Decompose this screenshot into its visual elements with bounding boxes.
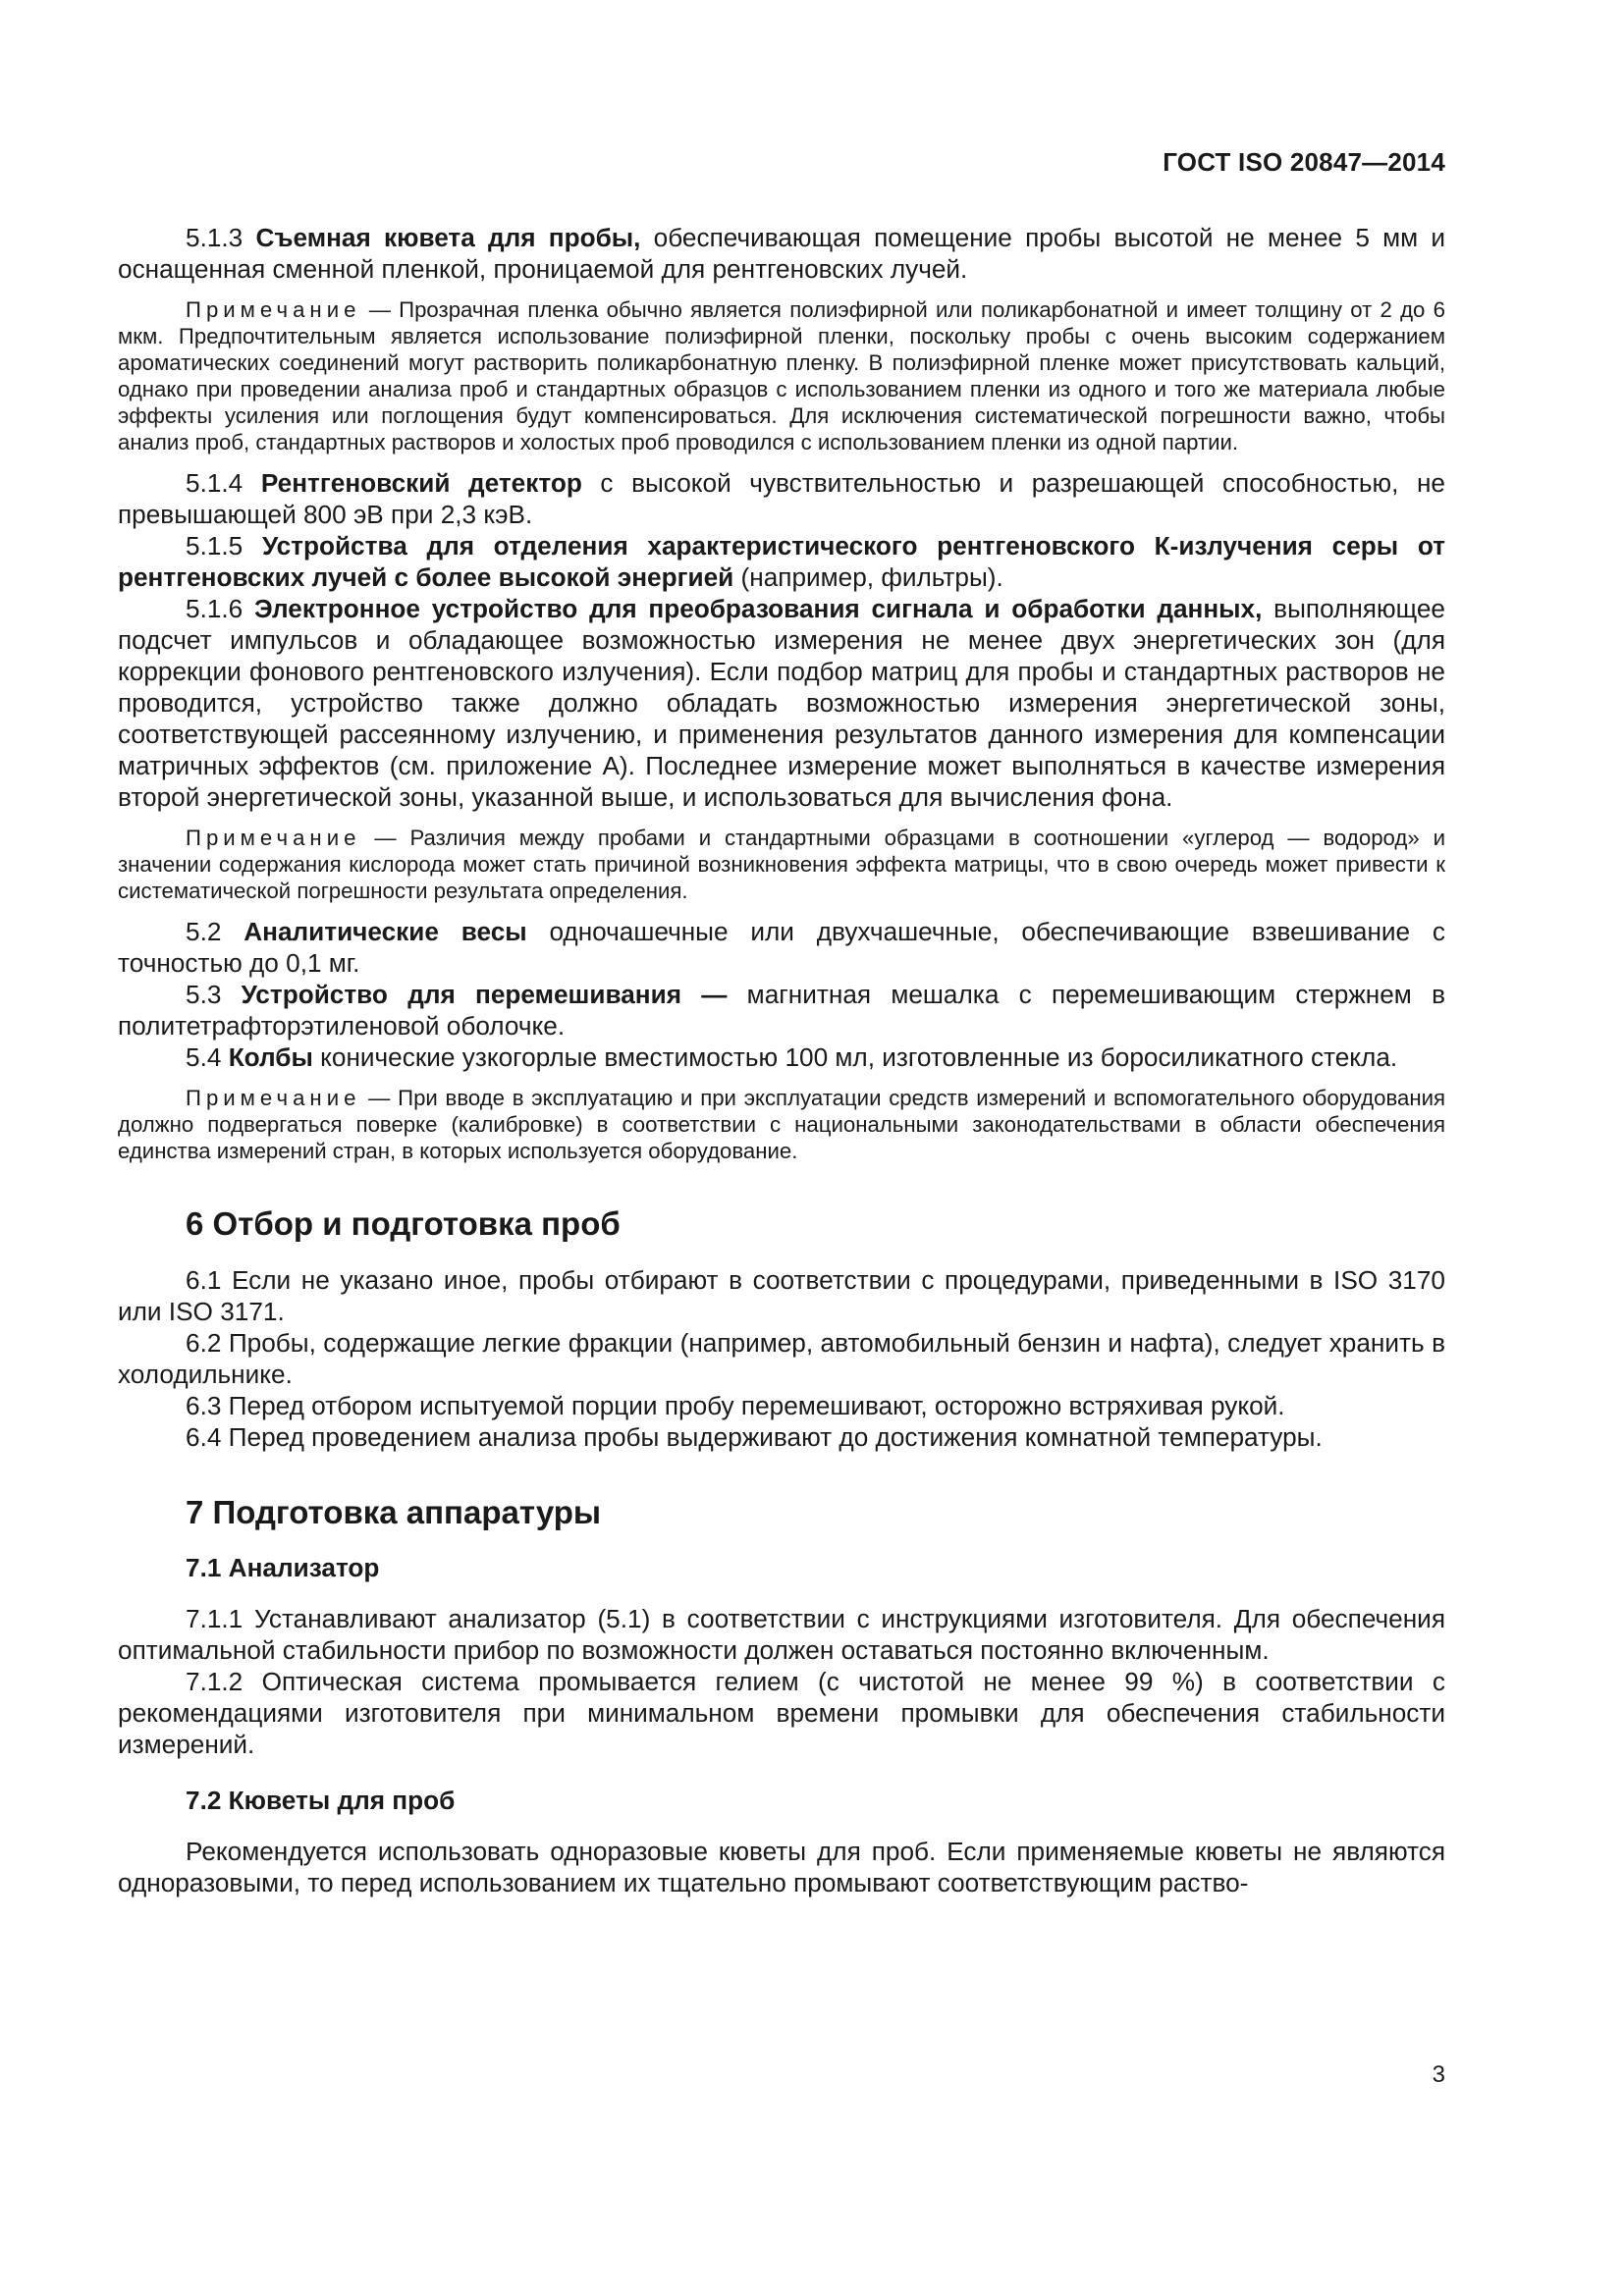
clause-number: 5.1.6 (186, 594, 255, 623)
subsection-7-1-heading: 7.1 Анализатор (186, 1553, 380, 1582)
clause-number: 5.2 (186, 917, 244, 946)
clause-text: одночашечные или двухчашечные, обеспечивающие взвешивание с точностью до 0,1 мг. (118, 917, 1446, 978)
note-1 (118, 296, 1445, 455)
paragraph-5-4 (118, 1041, 1445, 1073)
paragraph-5-1-3 (118, 222, 1445, 285)
clause-number: 5.1.5 (186, 531, 262, 561)
paragraph-7-1-1: 7.1.1 Устанавливают анализатор (5.1) в соответствии с инструкциями изготовителя. Для обеспечения оптимальной стабильности прибор по возможности должен оставаться постоянно включенным. (118, 1604, 1445, 1665)
paragraph-5-1-5 (118, 530, 1445, 593)
clause-number: 5.1.4 (186, 468, 261, 498)
clause-text: конические узкогорлые вместимостью 100 мл, изготовленные из боросиликатного стекла. (312, 1042, 1398, 1072)
clause-term: Аналитические весы (244, 917, 527, 946)
subsection-7-2-heading: 7.2 Кюветы для проб (186, 1786, 456, 1815)
section-7-heading: 7 Подготовка аппаратуры (186, 1494, 602, 1530)
section-6-heading: 6 Отбор и подготовка проб (186, 1205, 621, 1242)
paragraph-7-1-2: 7.1.2 Оптическая система промывается гелием (с чистотой не менее 99 %) в соответствии с рекомендациями изготовителя при минимальном времени промывки для обеспечения стабильности измерений. (118, 1667, 1445, 1759)
note-label: Примечание (186, 826, 361, 850)
clause-term: Электронное устройство для преобразования сигнала и обработки данных, (254, 594, 1263, 623)
paragraph-5-1-6 (118, 593, 1445, 813)
clause-term: Съемная кювета для пробы, (255, 223, 641, 252)
clause-number: 5.1.3 (186, 223, 256, 252)
note-text: — Различия между пробами и стандартными образцами в соотношении «углерод — водород» и значении содержания кислорода может стать причиной возникновения эффекта матрицы, что в свою очередь может привести к систематической погрешности результата определения. (118, 826, 1445, 903)
note-label: Примечание (186, 297, 361, 322)
paragraph-6-4: 6.4 Перед проведением анализа пробы выдерживают до достижения комнатной температуры. (186, 1422, 1323, 1452)
clause-number: 5.3 (186, 980, 242, 1009)
paragraph-7-2: Рекомендуется использовать одноразовые кюветы для проб. Если применяемые кюветы не являются одноразовыми, то перед использованием их тщательно промывают соответствующим раство- (118, 1837, 1445, 1897)
clause-text: выполняющее подсчет импульсов и обладающее возможностью измерения не менее двух энергетических зон (для коррекции фонового рентгеновского излучения). Если подбор матриц для пробы и стандартных растворов не проводится, устройство также должно обладать возможностью измерения энергетической зоны, соответствующей рассеянному излучению, и применения результатов данного измерения для компенсации матричных эффектов (см. приложение А). Последнее измерение может выполняться в качестве измерения второй энергетической зоны, указанной выше, и использоваться для вычисления фона. (118, 594, 1445, 812)
note-text: — При вводе в эксплуатацию и при эксплуатации средств измерений и вспомогательного оборудования должно подвергаться поверке (калибровке) в соответствии с национальными законодательствами в области обеспечения единства измерений стран, в которых используется оборудование. (118, 1086, 1445, 1163)
clause-text: обеспечивающая помещение пробы высотой не менее 5 мм и оснащенная сменной пленкой, проницаемой для рентгеновских лучей. (118, 223, 1445, 284)
clause-text: (например, фильтры). (733, 562, 1003, 592)
clause-term: Рентгеновский детектор (260, 468, 582, 498)
clause-number: 5.4 (186, 1042, 229, 1072)
clause-term: Устройства для отделения характеристического рентгеновского К-излучения серы от рентгеновских лучей с более высокой энергией (118, 531, 1445, 592)
page-number: 3 (1432, 2061, 1445, 2088)
clause-term: Колбы (228, 1042, 313, 1072)
paragraph-6-2: 6.2 Пробы, содержащие легкие фракции (например, автомобильный бензин и нафта), следует хранить в холодильнике. (118, 1328, 1445, 1389)
paragraph-5-1-4 (118, 467, 1445, 530)
paragraph-5-2 (118, 916, 1445, 979)
paragraph-6-3: 6.3 Перед отбором испытуемой порции пробу перемешивают, осторожно встряхивая рукой. (186, 1391, 1285, 1420)
note-2 (118, 825, 1445, 904)
note-3 (118, 1085, 1445, 1164)
clause-text: магнитная мешалка с перемешивающим стержнем в политетрафторэтиленовой оболочке. (118, 980, 1445, 1041)
note-text: — Прозрачная пленка обычно является полиэфирной или поликарбонатной и имеет толщину от 2 до 6 мкм. Предпочтительным является использование полиэфирной пленки, поскольку пробы с очень высоким содержанием ароматических соединений могут растворить поликарбонатную пленку. В полиэфирной пленке может присутствовать кальций, однако при проведении анализа проб и стандартных образцов с использованием пленки из одного и того же материала любые эффекты усиления или поглощения будут компенсироваться. Для исключения систематической погрешности важно, чтобы анализ проб, стандартных растворов и холостых проб проводился с использованием пленки из одной партии. (118, 297, 1445, 454)
paragraph-6-1: 6.1 Если не указано иное, пробы отбирают в соответствии с процедурами, приведенными в ISO 3170 или ISO 3171. (118, 1265, 1445, 1326)
clause-text: с высокой чувствительностью и разрешающей способностью, не превышающей 800 эВ при 2,3 кэВ. (118, 468, 1445, 529)
document-body (118, 222, 1445, 1898)
clause-term: Устройство для перемешивания — (241, 980, 728, 1009)
note-label: Примечание (186, 1086, 361, 1110)
paragraph-5-3 (118, 979, 1445, 1041)
document-header: ГОСТ ISO 20847—2014 (1163, 147, 1445, 177)
